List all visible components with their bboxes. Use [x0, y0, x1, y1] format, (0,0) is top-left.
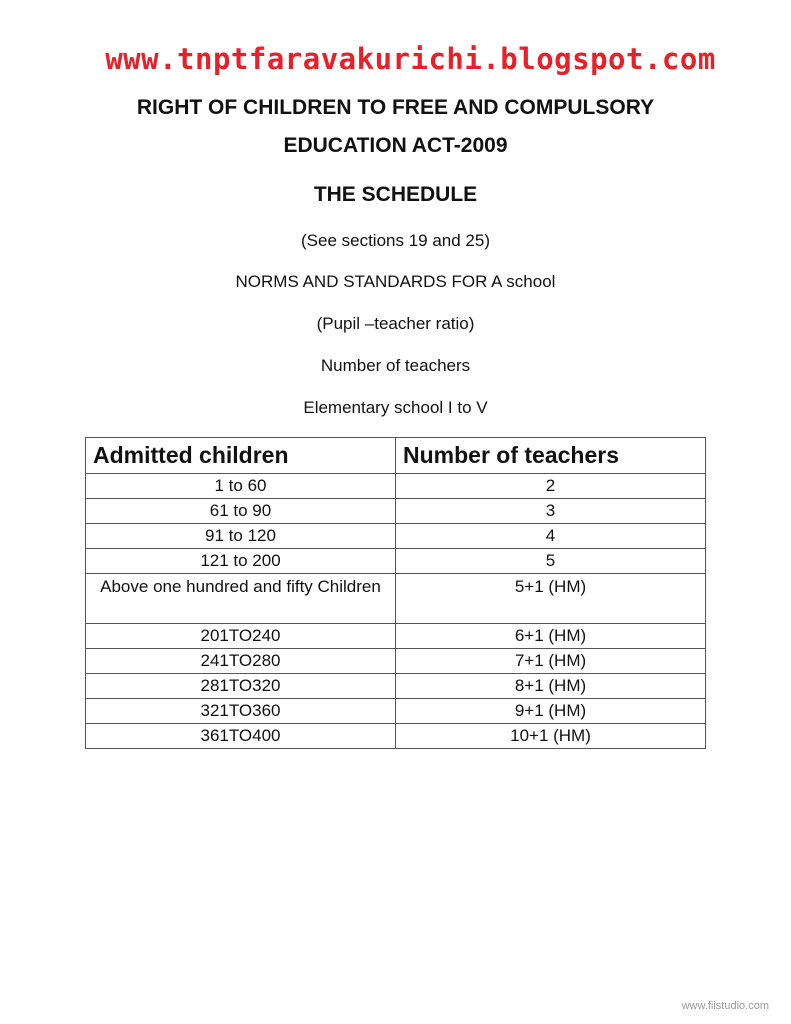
- teachers-cell: 9+1 (HM): [396, 699, 706, 724]
- admitted-cell: 281TO320: [86, 674, 396, 699]
- teachers-cell: 3: [396, 499, 706, 524]
- pupil-teacher-ratio-note: (Pupil –teacher ratio): [316, 314, 475, 333]
- admitted-cell: 1 to 60: [86, 474, 396, 499]
- admitted-cell: 321TO360: [86, 699, 396, 724]
- teachers-cell: 4: [396, 524, 706, 549]
- teacher-norms-table: [85, 437, 706, 749]
- watermark-text: www.fiistudio.com: [681, 1000, 769, 1012]
- admitted-cell: Above one hundred and fifty Children: [86, 574, 396, 624]
- teachers-cell: 7+1 (HM): [396, 649, 706, 674]
- blog-url-heading: www.tnptfaravakurichi.blogspot.com: [105, 42, 716, 76]
- admitted-cell: 91 to 120: [86, 524, 396, 549]
- number-of-teachers-note: Number of teachers: [320, 356, 471, 375]
- table-row: [86, 549, 706, 574]
- teachers-cell: 10+1 (HM): [396, 724, 706, 749]
- admitted-cell: 241TO280: [86, 649, 396, 674]
- table-row: [86, 674, 706, 699]
- teachers-cell: 2: [396, 474, 706, 499]
- schedule-heading: THE SCHEDULE: [313, 183, 478, 206]
- elementary-school-note: Elementary school I to V: [303, 398, 488, 417]
- teachers-cell: 5+1 (HM): [396, 574, 706, 624]
- teachers-cell: 5: [396, 549, 706, 574]
- table-row: [86, 724, 706, 749]
- teachers-cell: 8+1 (HM): [396, 674, 706, 699]
- table-row: [86, 649, 706, 674]
- admitted-cell: 201TO240: [86, 624, 396, 649]
- table-header-row: [86, 438, 706, 474]
- table-row: [86, 474, 706, 499]
- header-number-of-teachers: Number of teachers: [396, 438, 706, 474]
- act-title-line-2: EDUCATION ACT-2009: [283, 134, 508, 157]
- norms-heading: NORMS AND STANDARDS FOR A school: [235, 272, 556, 291]
- table-row: [86, 574, 706, 624]
- admitted-cell: 61 to 90: [86, 499, 396, 524]
- act-title-line-1: RIGHT OF CHILDREN TO FREE AND COMPULSORY: [136, 96, 655, 119]
- table-row: [86, 624, 706, 649]
- table-row: [86, 524, 706, 549]
- admitted-cell: 361TO400: [86, 724, 396, 749]
- admitted-cell: 121 to 200: [86, 549, 396, 574]
- table-row: [86, 499, 706, 524]
- table-row: [86, 699, 706, 724]
- teachers-cell: 6+1 (HM): [396, 624, 706, 649]
- header-admitted-children: Admitted children: [86, 438, 396, 474]
- see-sections-note: (See sections 19 and 25): [300, 231, 490, 250]
